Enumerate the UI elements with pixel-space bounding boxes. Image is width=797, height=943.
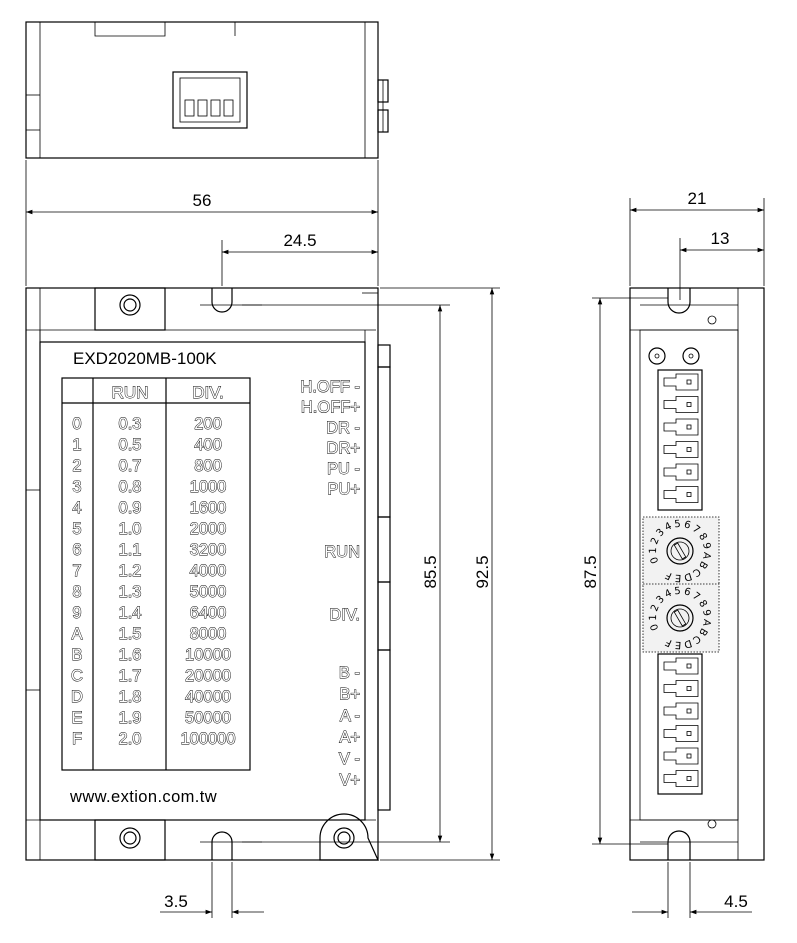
dimension-side-offset-label: 13 [710, 229, 730, 248]
dial-digit: 3 [654, 526, 667, 540]
terminal-label: B+ [339, 685, 360, 704]
table-row-key: A [71, 625, 83, 643]
dial-digit: 4 [663, 587, 674, 601]
dial-digit: D [682, 636, 694, 650]
dial-digit: 2 [649, 603, 662, 614]
terminal-label: DR - [326, 419, 360, 437]
dial-digit: 6 [682, 519, 692, 532]
top-mounting-boss [95, 288, 165, 330]
table-row-key: E [71, 709, 83, 727]
rotary-dial-run [643, 517, 719, 585]
table-row-run: 0.9 [118, 499, 142, 517]
bottom-mounting-boss [95, 820, 165, 860]
mounting-slot-top [200, 288, 262, 312]
dial-digit: 0 [648, 622, 662, 632]
table-row-key: 5 [72, 520, 82, 538]
dimension-height-outer-label: 92.5 [473, 555, 492, 589]
dial-digit: 9 [700, 608, 713, 618]
table-row-div: 3200 [189, 541, 227, 559]
dimension-side-offset [680, 229, 764, 300]
dial-digit: D [682, 569, 694, 583]
dial-digit: C [690, 565, 703, 579]
dial-digit: 8 [696, 598, 709, 610]
table-row-key: 3 [72, 478, 82, 496]
corner-tab [320, 814, 378, 860]
dial-digit: B [696, 558, 710, 571]
dial-digit: C [690, 632, 703, 646]
dial-digit: 9 [700, 541, 713, 551]
terminal-block-bottom [658, 654, 702, 794]
dimension-width-label: 56 [192, 191, 212, 210]
table-row-run: 1.3 [118, 583, 142, 601]
table-row-key: 1 [72, 436, 82, 454]
dial-digit: 7 [690, 523, 702, 537]
terminal-label: B - [338, 664, 360, 682]
dial-digit: E [674, 571, 682, 584]
table-row-div: 800 [194, 457, 222, 475]
speed-table [62, 378, 250, 770]
dial-digit: 0 [648, 555, 662, 565]
dial-digit: 7 [690, 590, 702, 604]
mounting-slot-bottom [200, 832, 262, 860]
led-indicators [649, 348, 699, 364]
dial-digit: 8 [696, 531, 709, 543]
dial-digit: 5 [673, 585, 682, 598]
table-row-run: 1.6 [118, 646, 142, 664]
model-name: EXD2020MB-100K [73, 349, 217, 368]
table-row-run: 1.7 [118, 667, 142, 685]
table-row-key: 9 [72, 604, 82, 622]
table-row-run: 0.5 [118, 436, 142, 454]
dial-digit: 6 [682, 586, 692, 599]
table-row-run: 1.2 [118, 562, 142, 580]
table-row-key: 0 [72, 415, 82, 433]
dimension-offset [222, 231, 378, 286]
dimension-offset-label: 24.5 [283, 231, 317, 250]
table-row-div: 6400 [189, 604, 227, 622]
dimension-height-inner-label: 85.5 [421, 555, 440, 589]
table-row-div: 50000 [185, 709, 231, 727]
table-row-run: 0.7 [118, 457, 142, 475]
dial-digit: 4 [663, 520, 674, 534]
side-view [630, 288, 764, 860]
terminal-label-run: RUN [324, 543, 360, 561]
table-row-div: 2000 [189, 520, 227, 538]
table-row-key: C [71, 667, 83, 685]
table-row-div: 100000 [180, 730, 236, 748]
table-row-run: 0.8 [118, 478, 142, 496]
terminal-label: PU - [327, 460, 360, 478]
table-row-div: 40000 [185, 688, 231, 706]
dimension-slot [160, 862, 264, 918]
table-row-key: 7 [72, 562, 82, 580]
table-row-run: 0.3 [118, 415, 142, 433]
dial-digit: 1 [647, 614, 660, 621]
dial-digit: 3 [654, 593, 667, 607]
table-row-run: 1.5 [118, 625, 142, 643]
table-row-div: 8000 [189, 625, 227, 643]
top-connector [378, 80, 388, 132]
terminal-label: A+ [339, 728, 360, 747]
table-row-div: 200 [194, 415, 222, 433]
rotary-dial-div [643, 584, 719, 652]
dimension-width [26, 160, 378, 286]
table-rows [71, 415, 235, 748]
terminal-label-div: DIV. [329, 606, 360, 624]
dial-digit: A [700, 618, 713, 627]
dial-digit: A [700, 551, 713, 560]
dimension-slot-label: 3.5 [164, 892, 188, 911]
terminal-label: PU+ [327, 480, 360, 499]
table-row-div: 20000 [185, 667, 231, 685]
table-header-div: DIV. [192, 383, 224, 402]
terminal-label: H.OFF - [300, 378, 360, 396]
table-row-key: 4 [72, 499, 82, 517]
table-row-key: B [71, 646, 83, 664]
table-header-run: RUN [111, 383, 149, 402]
terminal-labels [300, 378, 360, 790]
table-row-run: 1.9 [118, 709, 142, 727]
dial-digit: F [663, 568, 674, 582]
table-row-div: 1000 [189, 478, 227, 496]
dimension-side-slot-label: 4.5 [724, 892, 748, 911]
top-view [26, 22, 388, 158]
dimension-side-height-label: 87.5 [581, 555, 600, 589]
website-url: www.extion.com.tw [70, 788, 218, 806]
table-row-div: 400 [194, 436, 222, 454]
table-row-key: D [71, 688, 83, 706]
table-row-run: 1.0 [118, 520, 142, 538]
front-view [26, 288, 390, 860]
dial-digit: 2 [649, 536, 662, 547]
dial-digit: 5 [673, 518, 682, 531]
dial-digit: B [696, 625, 710, 638]
table-row-div: 1600 [189, 499, 227, 517]
dimension-side-slot [632, 862, 752, 918]
terminal-label: DR+ [326, 439, 360, 458]
dimension-side-width [630, 189, 764, 286]
table-row-run: 2.0 [118, 730, 142, 748]
table-row-key: 2 [72, 457, 82, 475]
terminal-label: A - [339, 707, 360, 725]
terminal-label: H.OFF+ [300, 398, 360, 417]
table-row-key: F [71, 730, 83, 748]
dial-digit: F [663, 635, 674, 649]
table-row-run: 1.4 [118, 604, 142, 622]
table-row-run: 1.1 [118, 541, 142, 559]
table-row-key: 8 [72, 583, 82, 601]
dimension-side-width-label: 21 [687, 189, 707, 208]
table-row-key: 6 [72, 541, 82, 559]
table-row-div: 4000 [189, 562, 227, 580]
table-row-div: 5000 [189, 583, 227, 601]
dip-switch [173, 72, 247, 128]
table-row-div: 10000 [185, 646, 231, 664]
dial-digit: E [674, 638, 682, 651]
terminal-block-top [658, 370, 702, 510]
dial-digit: 1 [647, 547, 660, 554]
terminal-label: V+ [339, 771, 360, 790]
table-row-run: 1.8 [118, 688, 142, 706]
terminal-label: V - [338, 750, 360, 768]
